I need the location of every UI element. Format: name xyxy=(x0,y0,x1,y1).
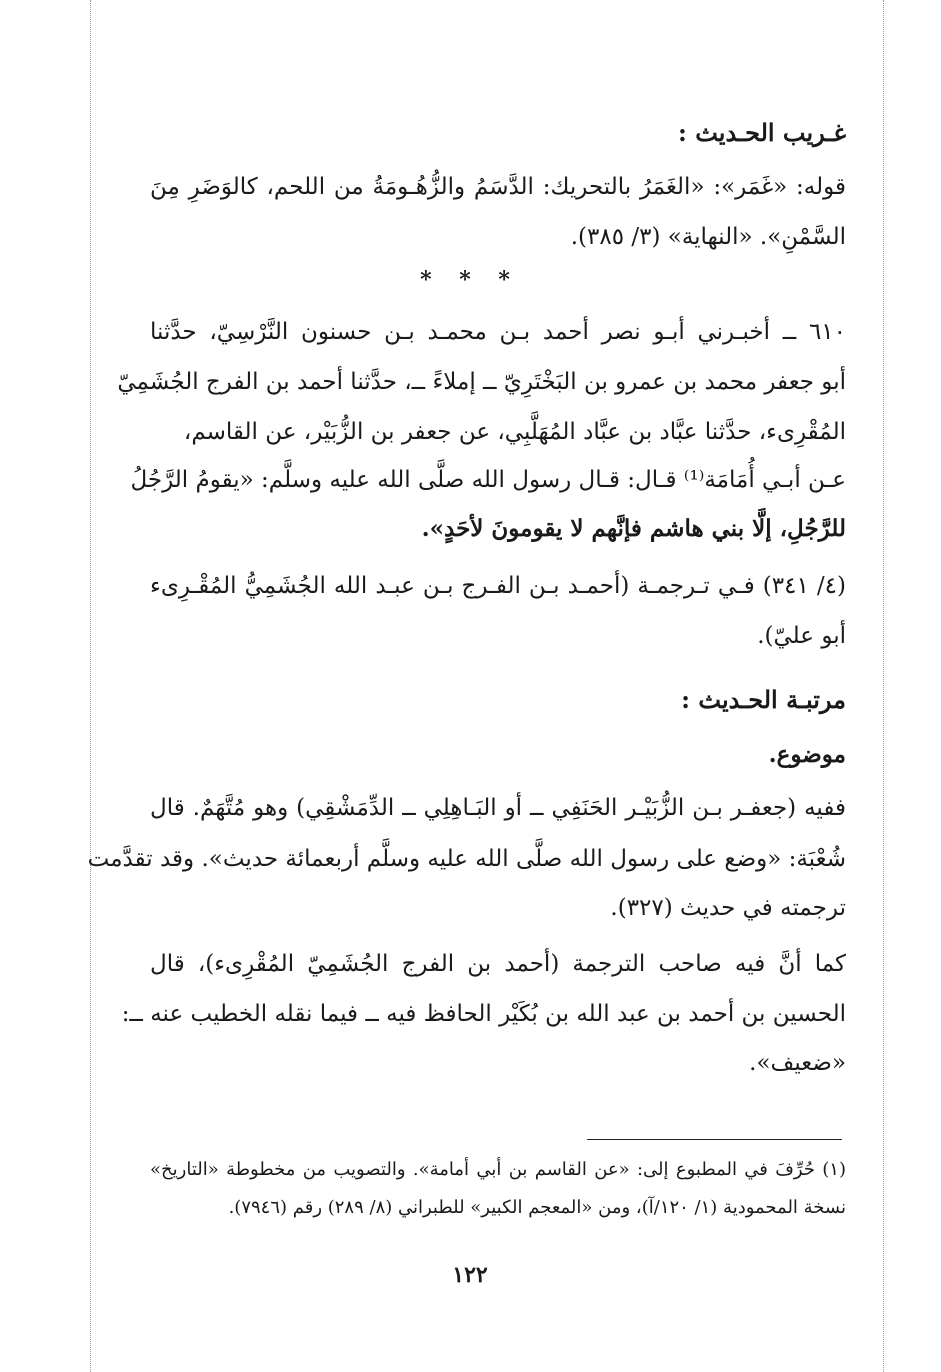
martaba-verdict: موضوع. xyxy=(768,741,846,768)
footnote-rule xyxy=(587,1139,842,1140)
gharib-line-2: السَّمْنِ». «النهاية» (٣/ ٣٨٥). xyxy=(570,224,846,250)
martaba-para2-line-2: الحسين بن أحمد بن عبد الله بن بُكَيْر الحافظ فيه ــ فيما نقله الخطيب عنه ــ: xyxy=(121,1001,846,1027)
martaba-para2-line-1: كما أنَّ فيه صاحب الترجمة (أحمد بن الفرج الجُشَمِيّ المُقْرِىء)، قال xyxy=(150,951,846,977)
page-number: ١٢٢ xyxy=(452,1262,488,1288)
hadith-line-2: أبو جعفر محمد بن عمرو بن البَخْتَرِيّ ــ إملاءً ــ، حدَّثنا أحمد بن الفرج الجُشَمِيّ xyxy=(117,369,846,395)
footnote-line-2: نسخة المحمودية (١/ ١٢٠/آ)، ومن «المعجم الكبير» للطبراني (٨/ ٢٨٩) رقم (٧٩٤٦). xyxy=(228,1197,846,1218)
reference-line-2: أبو عليّ). xyxy=(757,623,846,649)
martaba-para2-line-3: «ضعيف». xyxy=(749,1050,846,1076)
martaba-heading: مرتبـة الحـديث : xyxy=(681,685,846,714)
scan-edge-right xyxy=(883,0,884,1372)
martaba-para1-line-2: شُعْبَة: «وضع على رسول الله صلَّى الله عليه وسلَّم أربعمائة حديث». وقد تقدَّمت xyxy=(87,846,846,872)
section-separator: * * * xyxy=(420,267,520,293)
footnote-line-1: (١) حُرِّفَ في المطبوع إلى: «عن القاسم بن أبي أمامة». والتصويب من مخطوطة «التاريخ» xyxy=(150,1159,846,1180)
scan-edge-left xyxy=(90,0,91,1372)
hadith-line-3: المُقْرِىء، حدَّثنا عبَّاد بن عبَّاد المُهَلَّبِي، عن جعفر بن الزُّبَيْر، عن القاسم، xyxy=(183,419,846,445)
martaba-para1-line-1: ففيه (جعفـر بـن الزُّبَيْـر الحَنَفِي ــ أو البَـاهِلِي ــ الدِّمَشْقِي) وهو مُتَّهَمٌ. قال xyxy=(150,795,846,821)
martaba-para1-line-3: ترجمته في حديث (٣٢٧). xyxy=(610,895,846,921)
hadith-line-1: ٦١٠ ــ أخبـرني أبـو نصر أحمد بـن محمـد بـن حسنون النَّرْسِيّ، حدَّثنا xyxy=(150,319,846,345)
gharib-line-1: قوله: «غَمَر»: «الغَمَرُ بالتحريك: الدَّسَمُ والزُّهُـومَةُ من اللحم، كالوَضَرِ مِنَ xyxy=(150,174,846,200)
reference-line-1: (٤/ ٣٤١) فـي تـرجمـة (أحمـد بـن الفـرج بـن عبـد الله الجُشَمِيُّ المُقْـرِىء xyxy=(150,573,846,599)
hadith-matn-line-1: عـن أبـي أُمَامَة⁽¹⁾ قـال: قـال رسول الله صلَّى الله عليه وسلَّم: «يقومُ الرَّجُلُ xyxy=(130,467,846,493)
gharib-heading: غـريب الحـديث : xyxy=(678,118,846,147)
hadith-matn-line-2: للرَّجُلِ، إلَّا بني هاشم فإنَّهم لا يقومونَ لأحَدٍ». xyxy=(421,515,846,542)
